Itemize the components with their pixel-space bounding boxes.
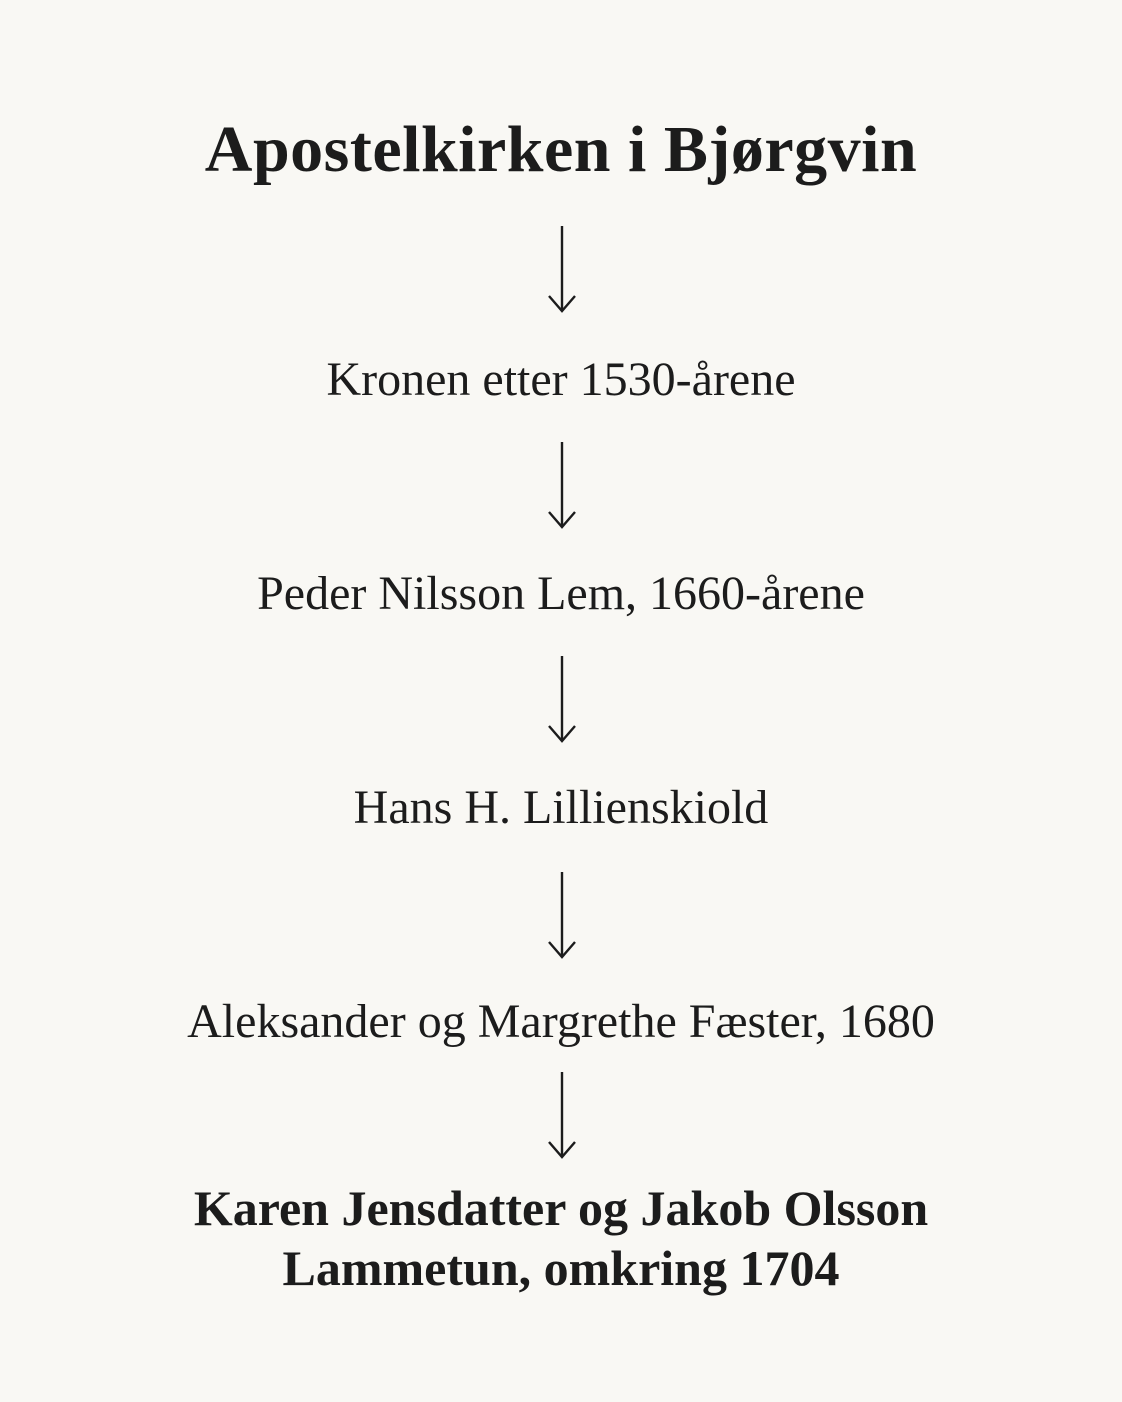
final-owner-line-2: Lammetun, omkring 1704	[282, 1240, 840, 1296]
diagram-title: Apostelkirken i Bjørgvin	[204, 113, 918, 186]
owner-step-1: Kronen etter 1530-årene	[326, 353, 796, 406]
final-owner-line-1: Karen Jensdatter og Jakob Olsson	[193, 1180, 929, 1236]
owner-step-3: Hans H. Lillienskiold	[353, 781, 769, 834]
down-arrow-icon	[545, 870, 579, 960]
owner-step-2: Peder Nilsson Lem, 1660-årene	[257, 567, 865, 620]
final-owner	[0, 1178, 1122, 1298]
down-arrow-icon	[545, 224, 579, 314]
down-arrow-icon	[545, 654, 579, 744]
down-arrow-icon	[545, 440, 579, 530]
down-arrow-icon	[545, 1070, 579, 1160]
owner-step-4: Aleksander og Margrethe Fæster, 1680	[187, 995, 935, 1048]
